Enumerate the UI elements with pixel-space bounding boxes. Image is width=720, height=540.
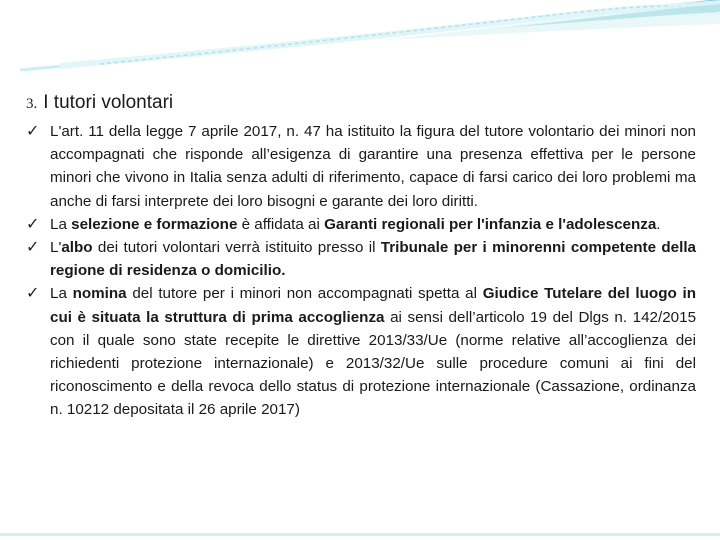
list-item-text [50, 120, 696, 213]
bold-text: Tribunale per i minorenni competente della regione di residenza o domicilio. [50, 239, 696, 280]
list-item-text [50, 213, 696, 236]
bold-text: Garanti regionali per l'infanzia e l'adolescenza [324, 215, 657, 233]
footer-divider [0, 533, 720, 536]
bold-text: albo [61, 239, 93, 257]
section-title: I tutori volontari [43, 92, 174, 113]
text-segment: . [656, 215, 661, 233]
list-item [26, 282, 696, 421]
text-segment: La [50, 285, 73, 303]
bold-text: nomina [72, 285, 127, 303]
list-item [26, 213, 696, 236]
section-heading [26, 92, 173, 114]
text-segment: del tutore per i minori non accompagnati spetta al [126, 285, 483, 303]
text-segment: è affidata ai [237, 215, 325, 233]
section-number: 3. [26, 96, 38, 112]
text-segment: La [50, 215, 72, 233]
checkmark-icon: ✓ [26, 285, 40, 303]
text-segment: L' [50, 239, 62, 257]
bold-text: Giudice Tutelare del luogo in cui è situata la struttura di prima accoglienza [50, 285, 696, 326]
text-segment: ai sensi dell’articolo 19 del Dlgs n. 142/2015 con il quale sono state recepite le direttive 2013/33/Ue (norme relative all’accoglienza dei richiedenti protezione internazionale) e 2013/32/Ue sulle procedure comuni ai fini del riconoscimento e della revoca dello status di protezione internazionale (Cassazione, ordinanza n. 10212 depositata il 26 aprile 2017) [50, 308, 697, 419]
text-segment: dei tutori volontari verrà istituito presso il [92, 239, 381, 257]
checkmark-icon: ✓ [26, 239, 40, 257]
list-item-text [50, 236, 696, 282]
checkmark-icon: ✓ [26, 215, 40, 233]
bold-text: selezione e formazione [71, 215, 238, 233]
list-item-text [50, 282, 696, 421]
checkmark-icon: ✓ [26, 123, 40, 140]
bullet-list [26, 120, 696, 422]
list-item [26, 120, 696, 213]
list-item [26, 236, 696, 282]
text-segment: L'art. 11 della legge 7 aprile 2017, n. 47 ha istituito la figura del tutore volontario dei minori non accompagnati che risponde all’esigenza di garantire una presenza effettiva per le persone minori che vivono in Italia senza adulti di riferimento, capace di farsi carico dei loro problemi ma anche di farsi interprete dei loro bisogni e garante dei loro diritti. [50, 123, 696, 210]
